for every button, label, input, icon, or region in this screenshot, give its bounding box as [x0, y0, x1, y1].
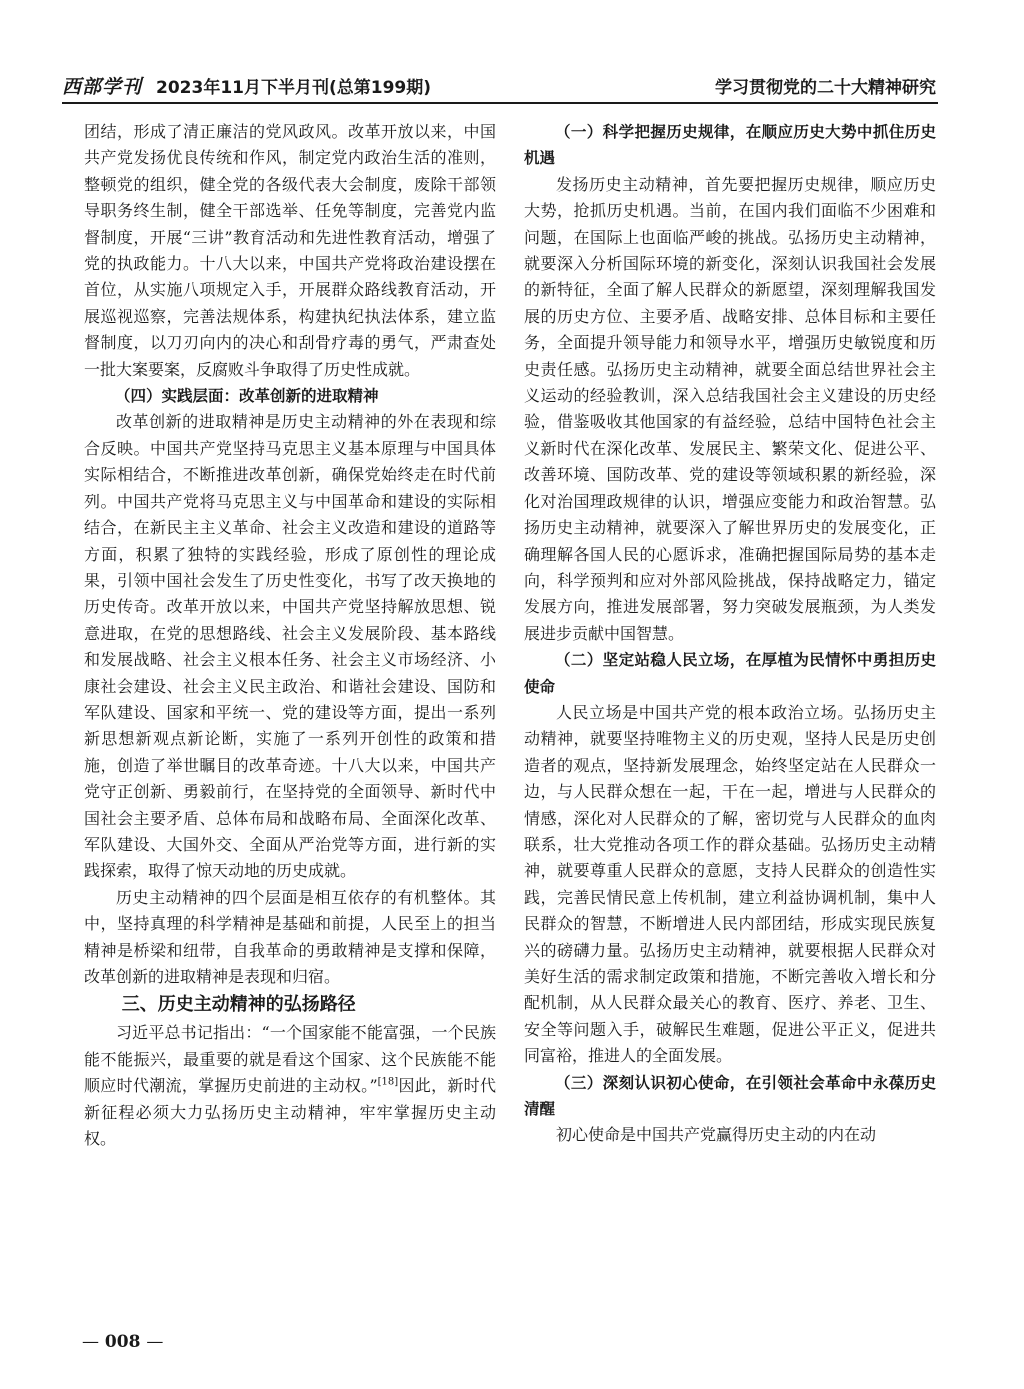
paragraph: 人民立场是中国共产党的根本政治立场。弘扬历史主动精神，就要坚持唯物主义的历史观，坚持人民是历史创造者的观点，坚持新发展理念，始终坚定站在人民群众一边，与人民群众想在一起，干在一起，增进与人民群众的情感，深化对人民群众的了解，密切党与人民群众的血肉联系，壮大党推动各项工作的群众基础。弘扬历史主动精神，就要尊重人民群众的意愿，支持人民群众的创造性实践，完善民情民意上传机制，建立利益协调机制，集中人民群众的智慧，不断增进人民内部团结，形成实现民族复兴的磅礴力量。弘扬历史主动精神，就要根据人民群众对美好生活的需求制定政策和措施，不断完善收入增长和分配机制，从人民群众最关心的教育、医疗、养老、卫生、安全等问题入手，破解民生难题，促进公平正义，促进共同富裕，推进人的全面发展。: [524, 702, 936, 1066]
left-column: [84, 119, 496, 1152]
paragraph: 初心使命是中国共产党赢得历史主动的内在动: [556, 1125, 877, 1145]
footer-dash-left: —: [82, 1332, 99, 1352]
page-header: [62, 70, 938, 104]
footer-dash-right: —: [146, 1332, 164, 1352]
subsection-heading: （四）实践层面：改革创新的进取精神: [115, 387, 379, 406]
paragraph: 团结，形成了清正廉洁的党风政风。改革开放以来，中国共产党发扬优良传统和作风，制定党内政治生活的准则，整顿党的组织，健全党的各级代表大会制度，废除干部领导职务终生制，健全干部选举、任免等制度，完善党内监督制度，开展“三讲”教育活动和先进性教育活动，增强了党的执政能力。十八大以来，中国共产党将政治建设摆在首位，从实施八项规定入手，开展群众路线教育活动，开展巡视巡察，完善法规体系，构建执纪执法体系，建立监督制度，以刀刃向内的决心和刮骨疗毒的勇气，严肃查处一批大案要案，反腐败斗争取得了历史性成就。: [84, 122, 496, 379]
citation-ref: [18]: [377, 1076, 399, 1088]
subsection-heading: （二）坚定站稳人民立场，在厚植为民情怀中勇担历史使命: [524, 651, 936, 696]
right-column: [524, 119, 936, 1149]
quote-text: 习近平总书记指出：“一个国家能不能富强，一个民族能不能振兴，最重要的就是看这个国家、这个民族能不能顺应时代潮流，掌握历史前进的主动权。”: [84, 1023, 496, 1096]
subsection-heading: （一）科学把握历史规律，在顺应历史大势中抓住历史机遇: [524, 123, 936, 168]
section-heading: 三、历史主动精神的弘扬路径: [121, 994, 356, 1016]
paragraph-continuation: 因此，新时代新征程必须大力弘扬历史主动精神，牢牢掌握历史主动权。: [84, 1076, 496, 1149]
paragraph: [84, 1020, 496, 1152]
section-title: 学习贯彻党的二十大精神研究: [715, 78, 936, 98]
paragraph: 历史主动精神的四个层面是相互依存的有机整体。其中，坚持真理的科学精神是基础和前提，人民至上的担当精神是桥梁和纽带，自我革命的勇敢精神是支撑和保障，改革创新的进取精神是表现和归宿。: [84, 887, 496, 986]
page-footer: [82, 1332, 163, 1352]
issue-info: 2023年11月下半月刊(总第199期): [156, 78, 431, 98]
paragraph: 发扬历史主动精神，首先要把握历史规律，顺应历史大势，抢抓历史机遇。当前，在国内我们面临不少困难和问题，在国际上也面临严峻的挑战。弘扬历史主动精神，就要深入分析国际环境的新变化，深刻认识我国社会发展的新特征，全面了解人民群众的新愿望，深刻理解我国发展的历史方位、主要矛盾、战略安排、总体目标和主要任务，全面提升领导能力和领导水平，增强历史敏锐度和历史责任感。弘扬历史主动精神，就要全面总结世界社会主义运动的经验教训，深入总结我国社会主义建设的历史经验，借鉴吸收其他国家的有益经验，总结中国特色社会主义新时代在深化改革、发展民主、繁荣文化、促进公平、改善环境、国防改革、党的建设等领域积累的新经验，深化对治国理政规律的认识，增强应变能力和政治智慧。弘扬历史主动精神，就要深入了解世界历史的发展变化，正确理解各国人民的心愿诉求，准确把握国际局势的基本走向，科学预判和应对外部风险挑战，保持战略定力，锚定发展方向，推进发展部署，努力突破发展瓶颈，为人类发展进步贡献中国智慧。: [524, 174, 936, 643]
subsection-heading: （三）深刻认识初心使命，在引领社会革命中永葆历史清醒: [524, 1073, 936, 1119]
page-number: 008: [104, 1332, 141, 1352]
journal-logo: 西部学刊: [62, 76, 143, 98]
paragraph: 改革创新的进取精神是历史主动精神的外在表现和综合反映。中国共产党坚持马克思主义基本原理与中国具体实际相结合，不断推进改革创新，确保党始终走在时代前列。中国共产党将马克思主义与中国革命和建设的实际相结合，在新民主主义革命、社会主义改造和建设的道路等方面，积累了独特的实践经验，形成了原创性的理论成果，引领中国社会发生了历史性变化，书写了改天换地的历史传奇。改革开放以来，中国共产党坚持解放思想、锐意进取，在党的思想路线、社会主义发展阶段、基本路线和发展战略、社会主义根本任务、社会主义市场经济、小康社会建设、社会主义民主政治、和谐社会建设、国防和军队建设、国家和平统一、党的建设等方面，提出一系列新思想新观点新论断，实施了一系列开创性的政策和措施，创造了举世瞩目的改革奇迹。十八大以来，中国共产党守正创新、勇毅前行，在坚持党的全面领导、新时代中国社会主要矛盾、总体布局和战略布局、全面深化改革、军队建设、大国外交、全面从严治党等方面，进行新的实践探索，取得了惊天动地的历史成就。: [84, 412, 496, 881]
